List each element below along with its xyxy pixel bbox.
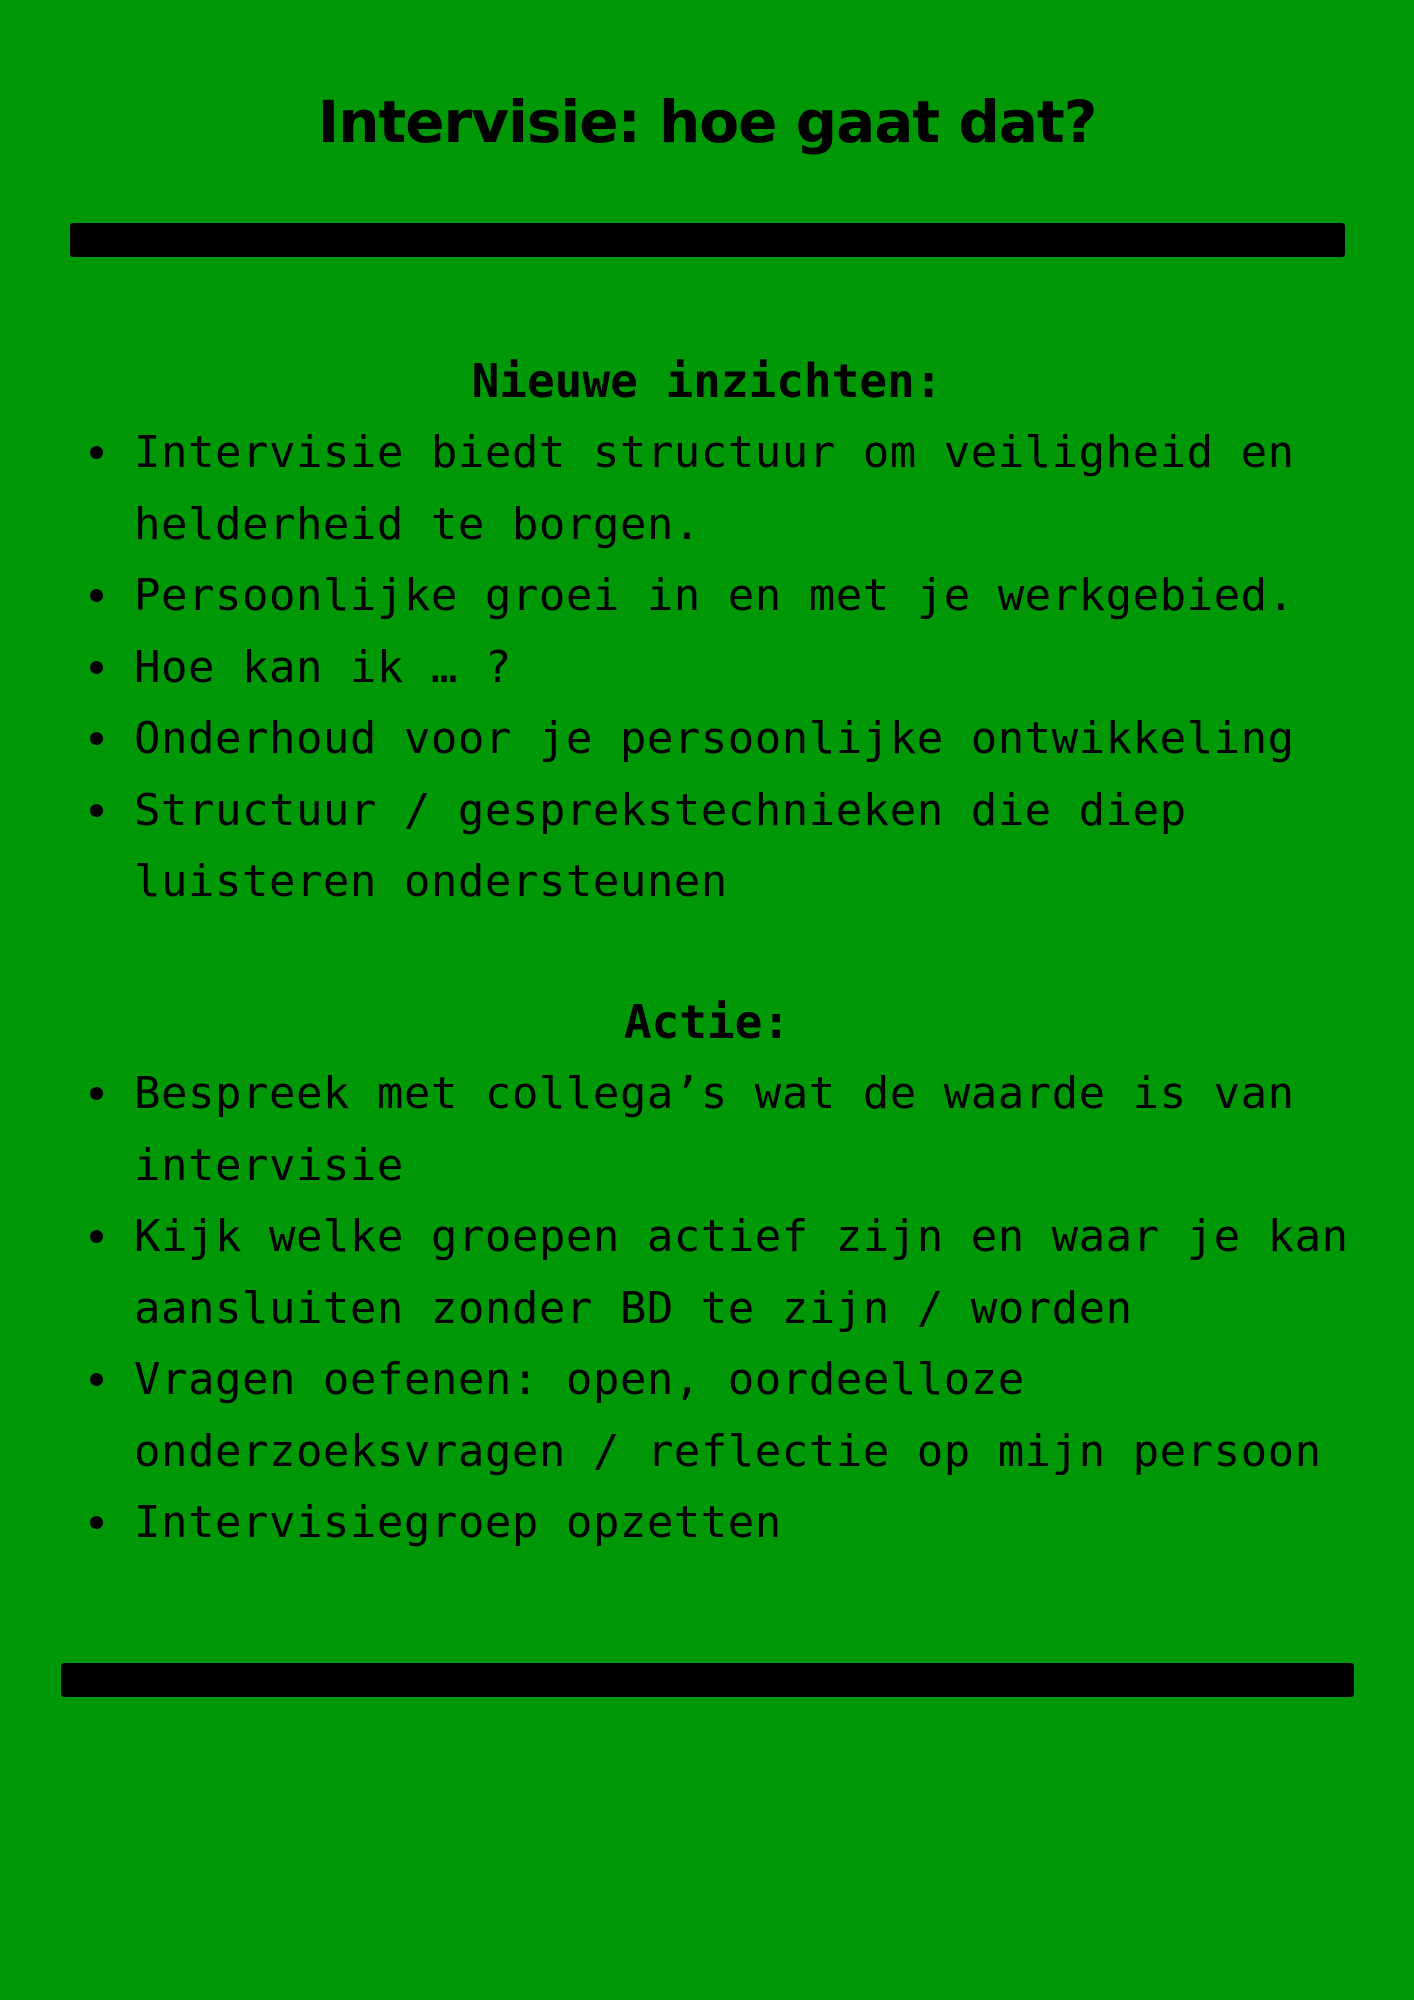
list-item-text: Structuur / gesprekstechnieken die diep luisteren ondersteunen <box>134 784 1187 907</box>
insights-section <box>0 345 1414 918</box>
bullet-icon <box>90 1087 103 1100</box>
bullet-icon <box>90 589 103 602</box>
bullet-icon <box>90 732 103 745</box>
list-item <box>0 1487 1414 1559</box>
bottom-divider <box>61 1663 1354 1697</box>
bullet-icon <box>90 1373 103 1386</box>
list-item <box>0 1058 1414 1201</box>
list-item <box>0 417 1414 560</box>
list-item-text: Intervisie biedt structuur om veiligheid en helderheid te borgen. <box>134 427 1295 550</box>
list-item <box>0 632 1414 704</box>
list-item-text: Hoe kan ik … ? <box>134 641 512 693</box>
list-item-text: Onderhoud voor je persoonlijke ontwikkeling <box>134 713 1295 764</box>
list-item <box>0 703 1414 775</box>
list-item-text: Bespreek met collega’s wat de waarde is van intervisie <box>134 1068 1295 1191</box>
insights-list <box>0 417 1414 918</box>
list-item-text: Vragen oefenen: open, oordeelloze onderzoeksvragen / reflectie op mijn persoon <box>134 1354 1322 1477</box>
list-item <box>0 560 1414 632</box>
actions-section <box>0 986 1414 1559</box>
actions-list <box>0 1058 1414 1559</box>
list-item-text: Kijk welke groepen actief zijn en waar je kan aansluiten zonder BD te zijn / worden <box>134 1211 1349 1334</box>
bullet-icon <box>90 1516 103 1529</box>
actions-heading: Actie: <box>623 995 791 1049</box>
list-item <box>0 1344 1414 1487</box>
top-divider <box>70 223 1345 257</box>
bullet-icon <box>90 1230 103 1243</box>
bullet-icon <box>90 804 103 817</box>
list-item <box>0 775 1414 918</box>
list-item <box>0 1201 1414 1344</box>
bullet-icon <box>90 446 103 459</box>
bullet-icon <box>90 661 103 674</box>
page-title: Intervisie: hoe gaat dat? <box>317 88 1097 156</box>
list-item-text: Intervisiegroep opzetten <box>134 1497 782 1548</box>
insights-heading: Nieuwe inzichten: <box>471 354 943 408</box>
list-item-text: Persoonlijke groei in en met je werkgebied. <box>134 570 1295 621</box>
